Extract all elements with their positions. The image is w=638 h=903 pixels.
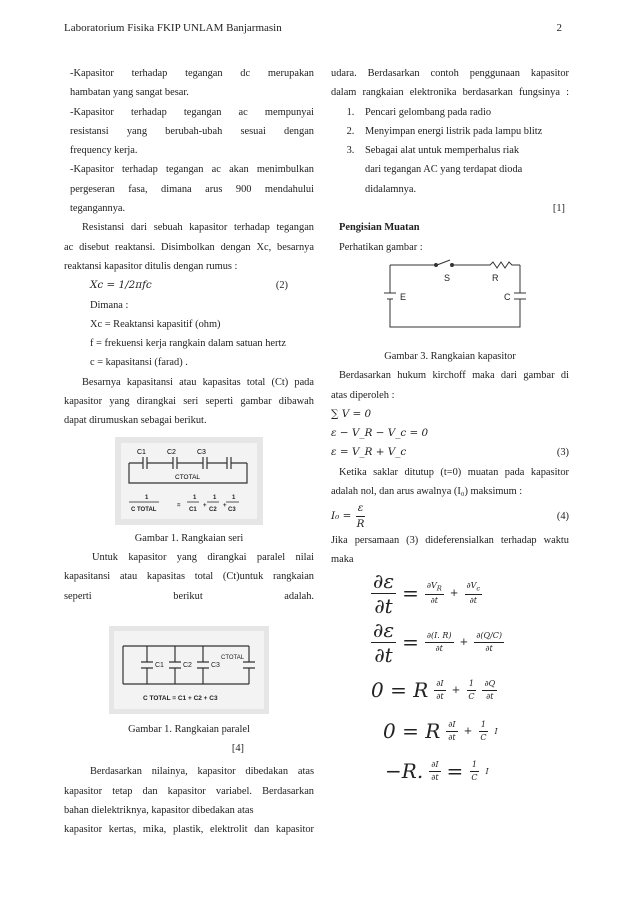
paragraph: Ketika saklar ditutup (t=0) muatan pada kapasitor (339, 466, 569, 478)
left-column (64, 64, 314, 840)
c1-label: C1 (155, 661, 164, 669)
paragraph: atas diperoleh : (331, 389, 395, 401)
figure-caption: Gambar 1. Rangkaian paralel (128, 723, 250, 735)
c3-label: C3 (211, 661, 220, 669)
derivative-eq-1: $\frac{\partial\varepsilon}{\partial t}$ = $\frac{\partial V_R}{\partial t}$ + $\frac{\partial V_c}{\partial t}$ (373, 569, 481, 619)
paragraph: dapat dirumuskan sebagai berikut. (64, 415, 207, 427)
equation-kirchhoff: ∑ V = 0 (331, 407, 372, 420)
function-list (331, 103, 569, 199)
formula-one: 1 (232, 494, 236, 501)
paragraph: adalah nol, dan arus awalnya (I₀) maksimum : (331, 486, 523, 498)
paragraph: Besarnya kapasitansi atau kapasitas total (Ct) pada (82, 376, 314, 388)
paragraph: kapasitansi atau kapasitas total (Ct)untuk rangkaian (64, 571, 314, 583)
denominator: R (356, 517, 365, 530)
formula-c3: C3 (228, 506, 236, 513)
paragraph: ac disebut reaktansi. Disimbolkan dengan Xc, besarnya (64, 241, 314, 253)
equation-text: ε = V_R + V_c (331, 446, 407, 459)
equation-2 (64, 276, 314, 295)
derivative-eq-4: 0 = R $\frac{\partial I}{\partial t}$ + $\frac{1}{C}$ I (383, 719, 498, 744)
derivative-equations (331, 569, 569, 792)
figure-caption: Gambar 1. Rangkaian seri (134, 532, 244, 544)
capacitor-label: C (504, 291, 511, 302)
c1-label: C1 (137, 448, 146, 456)
paragraph: Jika persamaan (3) dideferensialkan terhadap waktu (331, 535, 569, 547)
page-number: 2 (556, 22, 562, 34)
paragraph: Berdasarkan nilainya, kapasitor dibedakan atas (90, 766, 314, 778)
fraction (355, 503, 367, 529)
paragraph: -Kapasitor terhadap tegangan dc merupakan (70, 68, 314, 79)
definition-label: Dimana : (90, 299, 129, 311)
equation-4 (331, 503, 569, 529)
equation-number: (3) (556, 447, 569, 459)
paragraph: hambatan yang sangat besar. (70, 87, 189, 99)
equation-lhs: I₀ = (331, 510, 352, 523)
derivative-eq-2: $\frac{\partial\varepsilon}{\partial t}$ = $\frac{\partial(I. R)}{\partial t}$ + $\frac{\partial(Q/C)}{\partial t}$ (373, 618, 502, 668)
formula-ctotal: C TOTAL (131, 506, 157, 513)
paragraph: maka (331, 554, 354, 566)
formula-c1: C1 (189, 506, 197, 513)
section-heading: Pengisian Muatan (339, 222, 420, 234)
derivative-eq-3: 0 = R $\frac{\partial I}{\partial t}$ + $\frac{1}{C}$ $\frac{\partial Q}{\partial t}$ (371, 678, 496, 703)
list-item: 1. Pencari gelombang pada radio (357, 103, 569, 122)
paragraph: Untuk kapasitor yang dirangkai paralel nilai (92, 551, 314, 563)
emf-label: E (400, 291, 407, 302)
derivative-eq-5: −R. $\frac{\partial I}{\partial t}$ = $\frac{1}{C}$ I (385, 759, 489, 784)
resistor-label: R (492, 272, 499, 283)
paragraph: kapasitor yang dirangkai seri seperti gambar dibawah (64, 396, 314, 408)
svg-text:=: = (177, 502, 181, 509)
equation-number: (4) (556, 510, 569, 522)
definition: Xc = Reaktansi kapasitif (ohm) (90, 318, 221, 330)
figure-caption: Gambar 3. Rangkaian kapasitor (384, 350, 516, 362)
ctotal-label: CTOTAL (221, 654, 245, 661)
equation-text (331, 503, 366, 529)
c2-label: C2 (183, 661, 192, 669)
formula-one: 1 (193, 494, 197, 501)
ctotal-label: CTOTAL (175, 473, 201, 481)
formula-c2: C2 (209, 506, 217, 513)
equation-text: Xc = 1/2πfc (90, 279, 152, 292)
list-item: 3. Sebagai alat untuk memperhalus riak dari tegangan AC yang terdapat dioda didalamnya. (357, 141, 569, 199)
c2-label: C2 (167, 448, 176, 456)
paragraph: bahan dielektriknya, kapasitor dibedakan atas (64, 805, 254, 817)
numerator: ε (356, 503, 366, 516)
paragraph: dalam rangkaian elektronika berdasarkan fungsinya : (331, 87, 569, 99)
paragraph: Perhatikan gambar : (339, 241, 423, 253)
right-column (331, 64, 569, 792)
equation-3 (331, 443, 569, 462)
formula-one: 1 (145, 494, 149, 501)
paragraph: resistansi yang berubah-ubah sesuai dengan (70, 125, 314, 137)
paragraph: seperti berikut adalah. (64, 590, 314, 602)
paragraph: pergeseran fasa, dimana arus 900 mendahului (70, 183, 314, 195)
paragraph: Berdasarkan hukum kirchoff maka dari gambar di (339, 370, 569, 382)
paragraph: frequency kerja. (70, 145, 138, 157)
definition: f = frekuensi kerja rangkain dalam satuan hertz (90, 338, 286, 350)
paragraph: Resistansi dari sebuah kapasitor terhadap tegangan (82, 222, 314, 234)
definition: c = kapasitansi (farad) . (90, 357, 188, 369)
equation-number: (2) (275, 280, 288, 292)
series-circuit-figure (115, 437, 263, 525)
c3-label: C3 (197, 448, 206, 456)
svg-text:+: + (223, 502, 227, 509)
paragraph: udara. Berdasarkan contoh penggunaan kapasitor (331, 68, 569, 79)
rc-circuit-figure (370, 259, 530, 339)
parallel-formula: C TOTAL = C1 + C2 + C3 (143, 694, 218, 702)
paragraph: reaktansi kapasitor ditulis dengan rumus : (64, 260, 238, 272)
paragraph: kapasitor tetap dan kapasitor variabel. Berdasarkan (64, 785, 314, 797)
formula-one: 1 (213, 494, 217, 501)
reference-marker: [1] (552, 203, 565, 215)
paragraph: -Kapasitor terhadap tegangan ac akan menimbulkan (70, 164, 314, 176)
equation-loop: ε − V_R − V_c = 0 (331, 427, 429, 440)
running-header: Laboratorium Fisika FKIP UNLAM Banjarmasin (64, 22, 282, 34)
paragraph: -Kapasitor terhadap tegangan ac mempunyai (70, 106, 314, 118)
list-item: 2. Menyimpan energi listrik pada lampu blitz (357, 122, 569, 141)
switch-label: S (444, 272, 451, 283)
paragraph: kapasitor kertas, mika, plastik, elektrolit dan kapasitor (64, 824, 314, 836)
parallel-circuit-figure (109, 626, 269, 714)
svg-text:+: + (203, 502, 207, 509)
paragraph: tegangannya. (70, 203, 126, 215)
reference-marker: [4] (231, 743, 244, 755)
